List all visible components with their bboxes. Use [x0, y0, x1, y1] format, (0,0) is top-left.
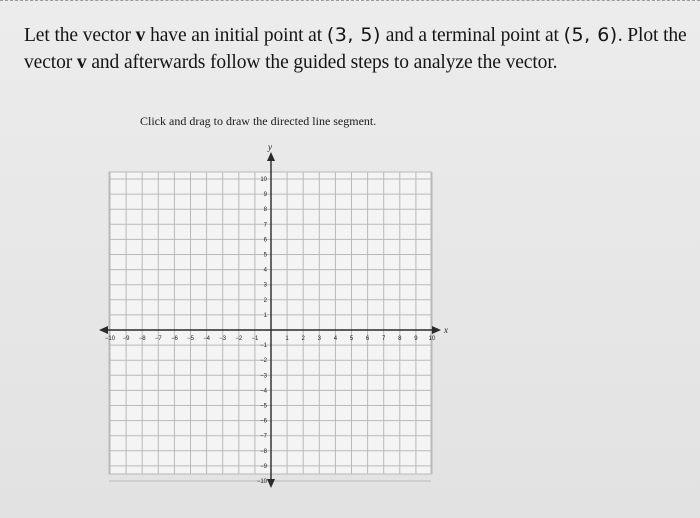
y-tick-label: −4 — [260, 388, 267, 395]
x-tick-label: 10 — [428, 336, 436, 342]
terminal-point: (5, 6) — [563, 24, 618, 46]
y-tick-label: −3 — [260, 373, 267, 380]
x-tick-label: −3 — [219, 336, 227, 342]
x-tick-label: −2 — [235, 336, 243, 342]
y-tick-label: 3 — [263, 282, 267, 289]
y-tick-label: −7 — [260, 433, 267, 440]
x-axis-left-arrow-icon — [99, 326, 108, 334]
x-tick-label: 4 — [333, 336, 338, 342]
x-tick-label: −5 — [187, 336, 194, 342]
x-tick-label: −7 — [154, 336, 162, 342]
initial-point: (3, 5) — [326, 24, 381, 46]
x-axis-label: x — [444, 325, 448, 335]
coordinate-plane[interactable] — [98, 138, 458, 490]
question-text-part: vector — [24, 52, 77, 73]
x-tick-label: 8 — [398, 336, 402, 342]
x-tick-label: −9 — [122, 336, 130, 342]
top-divider — [0, 0, 700, 3]
question-line-1 — [24, 22, 694, 49]
x-tick-label: 9 — [414, 336, 418, 342]
question-text-part: and afterwards follow the guided steps to analyze the vector. — [86, 52, 558, 73]
instruction-text: Click and drag to draw the directed line segment. — [140, 114, 377, 128]
question-line-2 — [24, 49, 694, 76]
x-tick-label: −4 — [203, 336, 211, 342]
x-tick-label: 1 — [285, 336, 289, 342]
x-tick-label: 3 — [317, 336, 321, 342]
vector-symbol: v — [135, 25, 146, 46]
question-text-part: . Plot the — [617, 25, 687, 46]
y-tick-label: 6 — [263, 237, 267, 244]
y-tick-label: −2 — [260, 358, 267, 365]
x-tick-label: −1 — [251, 336, 259, 342]
x-tick-label: 6 — [365, 336, 370, 342]
grid-background — [109, 172, 431, 474]
question-text-part: and a terminal point at — [380, 25, 564, 46]
y-tick-label: −5 — [260, 403, 267, 410]
x-tick-label: 5 — [349, 336, 354, 342]
vector-symbol: v — [76, 52, 87, 73]
x-tick-label: −6 — [170, 336, 178, 342]
y-axis-up-arrow-icon — [267, 152, 275, 161]
x-tick-label: 7 — [382, 336, 386, 342]
y-tick-label: −9 — [260, 463, 267, 470]
y-tick-label: 1 — [263, 312, 267, 319]
y-tick-label: 5 — [263, 252, 267, 259]
graph-canvas[interactable] — [98, 138, 458, 490]
y-tick-label: 8 — [263, 207, 267, 214]
y-tick-label: −1 — [260, 343, 267, 350]
x-axis-right-arrow-icon — [432, 326, 441, 334]
y-tick-label: −8 — [260, 448, 267, 455]
y-tick-label: 4 — [263, 267, 267, 274]
x-tick-label: −10 — [104, 336, 116, 342]
y-tick-label: 2 — [263, 297, 267, 304]
question-text-part: have an initial point at — [145, 25, 327, 46]
x-tick-label: −8 — [138, 336, 146, 342]
y-tick-label: −6 — [260, 418, 267, 425]
question-text — [24, 22, 694, 76]
y-axis-down-arrow-icon — [267, 479, 275, 488]
y-axis-label: y — [268, 142, 272, 152]
y-tick-label: 10 — [260, 177, 267, 183]
y-tick-label: 9 — [263, 192, 267, 199]
y-tick-label: 7 — [263, 222, 267, 229]
question-text-part: Let the vector — [24, 25, 136, 46]
y-tick-label: −10 — [256, 479, 267, 485]
x-tick-label: 2 — [301, 336, 305, 342]
